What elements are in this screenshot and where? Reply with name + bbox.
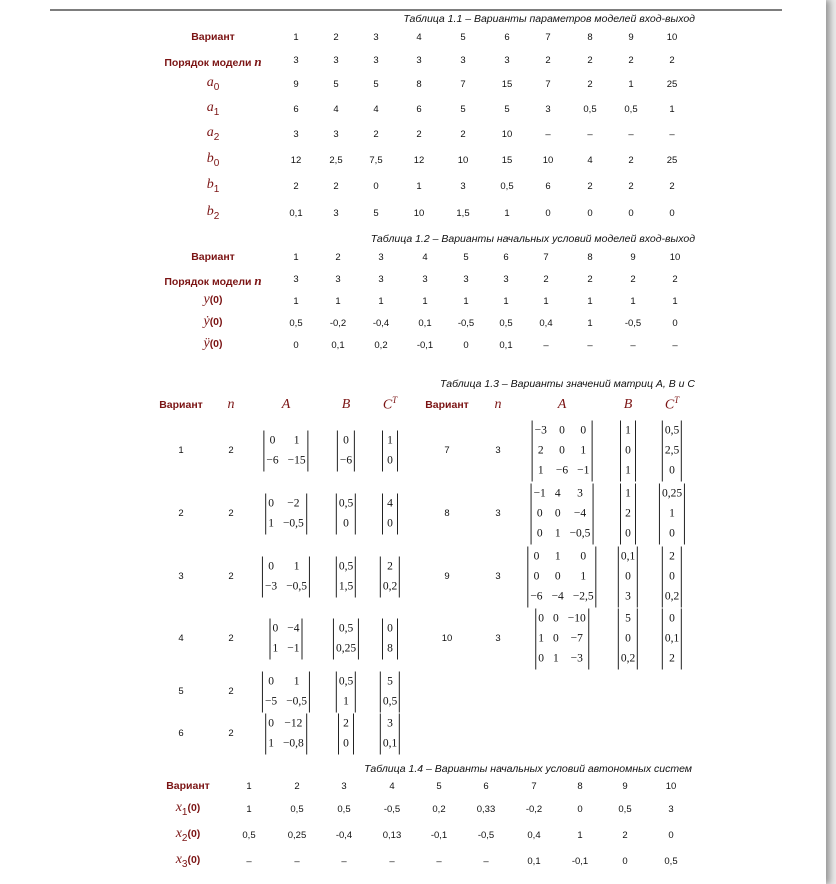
table4-cell-1-6: 0,4 bbox=[527, 830, 541, 841]
table1-row-label-4: $b_0$ bbox=[206, 151, 220, 169]
table1-cell-6-0: 0,1 bbox=[289, 208, 303, 219]
table1-cell-0-7: 2 bbox=[587, 55, 593, 66]
table3-matrix-C-6: 3 0,1 bbox=[380, 714, 400, 755]
table3-variant-5: 5 bbox=[178, 686, 184, 697]
table2-cell-0-7: 2 bbox=[587, 274, 593, 285]
table2-cell-3-5: 0,1 bbox=[499, 340, 513, 351]
table3-matrix-B-9: 0,1 0 3 bbox=[618, 547, 638, 608]
table1-cell-4-6: 10 bbox=[542, 155, 554, 166]
table3-matrix-B-4: 0,5 0,25 bbox=[333, 619, 359, 660]
table3-right-header-variant: Вариант bbox=[425, 399, 469, 411]
table1-cell-5-8: 2 bbox=[628, 181, 634, 192]
table4-cell-2-7: -0,1 bbox=[571, 856, 589, 867]
table4-cell-2-1: – bbox=[294, 856, 300, 867]
table2-header-col-6: 6 bbox=[503, 252, 509, 263]
table1-cell-1-1: 5 bbox=[333, 79, 339, 90]
table3-right-header-A: A bbox=[557, 397, 567, 412]
table1-cell-3-4: 2 bbox=[460, 129, 466, 140]
table4-cell-1-9: 0 bbox=[668, 830, 674, 841]
table1-cell-3-8: – bbox=[628, 129, 634, 140]
table4-cell-1-3: 0,13 bbox=[382, 830, 402, 841]
table4-row-label-2: $x_3(0)$ bbox=[175, 852, 201, 870]
table1-cell-3-2: 2 bbox=[373, 129, 379, 140]
table4-cell-0-1: 0,5 bbox=[290, 804, 304, 815]
table2-header-col-7: 7 bbox=[543, 252, 549, 263]
table1-header-col-4: 4 bbox=[416, 32, 422, 43]
table1-cell-3-3: 2 bbox=[416, 129, 422, 140]
table1-cell-2-3: 6 bbox=[416, 104, 422, 115]
table4-cell-0-8: 0,5 bbox=[618, 804, 632, 815]
table1-cell-2-0: 6 bbox=[293, 104, 299, 115]
table3-variant-7: 7 bbox=[444, 445, 450, 456]
table1-cell-0-0: 3 bbox=[293, 55, 299, 66]
table4-cell-2-6: 0,1 bbox=[527, 856, 541, 867]
table1-cell-2-2: 4 bbox=[373, 104, 379, 115]
table1-cell-6-4: 1,5 bbox=[456, 208, 470, 219]
table1-cell-0-9: 2 bbox=[669, 55, 675, 66]
table3-right-header-B: B bbox=[623, 397, 633, 412]
table3-matrix-B-7: 1 0 1 bbox=[620, 421, 636, 482]
table2-cell-3-6: – bbox=[543, 340, 549, 351]
table1-header-col-9: 9 bbox=[628, 32, 634, 43]
table2-header-col-9: 9 bbox=[630, 252, 636, 263]
table4-cell-0-6: -0,2 bbox=[525, 804, 543, 815]
table3-n-5: 2 bbox=[228, 686, 234, 697]
table2-cell-3-1: 0,1 bbox=[331, 340, 345, 351]
table3-matrix-B-8: 1 2 0 bbox=[620, 484, 636, 545]
table2-cell-2-5: 0,5 bbox=[499, 318, 513, 329]
table2-cell-3-2: 0,2 bbox=[374, 340, 388, 351]
table4-cell-0-5: 0,33 bbox=[476, 804, 496, 815]
table1-cell-5-5: 0,5 bbox=[500, 181, 514, 192]
table2-header-col-4: 4 bbox=[422, 252, 428, 263]
table1-cell-6-5: 1 bbox=[504, 208, 510, 219]
table1-cell-4-0: 12 bbox=[290, 155, 302, 166]
table3-n-1: 2 bbox=[228, 445, 234, 456]
table2-caption: Таблица 1.2 – Варианты начальных условий моделей вход-выход bbox=[370, 233, 695, 245]
table1-cell-4-2: 7,5 bbox=[369, 155, 383, 166]
table4-cell-0-9: 3 bbox=[668, 804, 674, 815]
table3-matrix-A-6: 0 −12 1 −0,8 bbox=[265, 714, 307, 755]
table3-n-8: 3 bbox=[495, 508, 501, 519]
table2-cell-1-2: 1 bbox=[378, 296, 384, 307]
table3-matrix-C-2: 4 0 bbox=[382, 494, 398, 535]
table1-cell-1-5: 15 bbox=[501, 79, 513, 90]
table3-matrix-C-4: 0 8 bbox=[382, 619, 398, 660]
table3-n-4: 2 bbox=[228, 633, 234, 644]
table1-cell-3-0: 3 bbox=[293, 129, 299, 140]
table3-matrix-C-10: 0 0,1 2 bbox=[662, 609, 682, 670]
table2-cell-2-2: -0,4 bbox=[372, 318, 390, 329]
table4-cell-1-5: -0,5 bbox=[477, 830, 495, 841]
table2-cell-0-1: 3 bbox=[335, 274, 341, 285]
table1-cell-6-3: 10 bbox=[413, 208, 425, 219]
table3-left-header-n: n bbox=[227, 397, 235, 412]
table1-cell-3-9: – bbox=[669, 129, 675, 140]
table2-cell-1-6: 1 bbox=[543, 296, 549, 307]
table2-cell-2-1: -0,2 bbox=[329, 318, 347, 329]
table2-cell-1-5: 1 bbox=[503, 296, 509, 307]
table4-cell-1-2: -0,4 bbox=[335, 830, 353, 841]
table4-header-col-6: 6 bbox=[483, 781, 489, 792]
table2-cell-0-5: 3 bbox=[503, 274, 509, 285]
table1-cell-0-2: 3 bbox=[373, 55, 379, 66]
table3-matrix-B-3: 0,5 1,5 bbox=[336, 557, 356, 598]
table3-matrix-A-5: 0 1 −5 −0,5 bbox=[262, 672, 310, 713]
table3-variant-8: 8 bbox=[444, 508, 450, 519]
table3-matrix-A-1: 0 1 −6 −15 bbox=[263, 431, 308, 472]
table4-header-col-3: 3 bbox=[341, 781, 347, 792]
table1-cell-6-1: 3 bbox=[333, 208, 339, 219]
table1-cell-4-4: 10 bbox=[457, 155, 469, 166]
table1-cell-5-6: 6 bbox=[545, 181, 551, 192]
table1-header-col-8: 8 bbox=[587, 32, 593, 43]
table1-row-label-1: $a_0$ bbox=[206, 75, 220, 93]
table3-left-header-C: $C^T$ bbox=[382, 395, 398, 413]
table1-cell-4-5: 15 bbox=[501, 155, 513, 166]
table4-cell-2-4: – bbox=[436, 856, 442, 867]
table2-row-label-1: y(0) bbox=[203, 292, 223, 307]
table4-cell-1-0: 0,5 bbox=[242, 830, 256, 841]
table3-left-header-A: A bbox=[281, 397, 291, 412]
table1-cell-3-7: – bbox=[587, 129, 593, 140]
table2-header-variant: Вариант bbox=[191, 251, 235, 263]
table4-cell-0-2: 0,5 bbox=[337, 804, 351, 815]
table1-cell-0-6: 2 bbox=[545, 55, 551, 66]
table2-cell-0-4: 3 bbox=[463, 274, 469, 285]
table1-cell-5-4: 3 bbox=[460, 181, 466, 192]
table3-matrix-B-1: 0 −6 bbox=[337, 431, 355, 472]
table1-cell-4-1: 2,5 bbox=[329, 155, 343, 166]
table1-row-label-3: $a_2$ bbox=[206, 125, 220, 143]
table4-header-col-7: 7 bbox=[531, 781, 537, 792]
table2-cell-2-4: -0,5 bbox=[457, 318, 475, 329]
table2-cell-3-4: 0 bbox=[463, 340, 469, 351]
table1-header-variant: Вариант bbox=[191, 31, 235, 43]
table1-cell-5-9: 2 bbox=[669, 181, 675, 192]
table1-row-label-0: Порядок модели n bbox=[164, 54, 262, 69]
table1-cell-5-0: 2 bbox=[293, 181, 299, 192]
table4-cell-2-9: 0,5 bbox=[664, 856, 678, 867]
table1-cell-3-5: 10 bbox=[501, 129, 513, 140]
table1-header-col-3: 3 bbox=[373, 32, 379, 43]
table1-caption: Таблица 1.1 – Варианты параметров моделей вход-выход bbox=[403, 13, 695, 25]
table3-caption: Таблица 1.3 – Варианты значений матриц A, B и C bbox=[440, 378, 695, 390]
table2-header-col-3: 3 bbox=[378, 252, 384, 263]
table1-header-col-7: 7 bbox=[545, 32, 551, 43]
table4-cell-2-5: – bbox=[483, 856, 489, 867]
table2-cell-1-3: 1 bbox=[422, 296, 428, 307]
table2-header-col-2: 2 bbox=[335, 252, 341, 263]
table2-header-col-5: 5 bbox=[463, 252, 469, 263]
table2-cell-1-8: 1 bbox=[630, 296, 636, 307]
table1-cell-1-4: 7 bbox=[460, 79, 466, 90]
table3-matrix-B-2: 0,5 0 bbox=[336, 494, 356, 535]
table3-matrix-B-10: 5 0 0,2 bbox=[618, 609, 638, 670]
table3-n-2: 2 bbox=[228, 508, 234, 519]
table2-header-col-1: 1 bbox=[293, 252, 299, 263]
table3-matrix-A-8: −1 4 3 0 0 −4 0 1 −0,5 bbox=[531, 484, 594, 545]
table4-cell-2-8: 0 bbox=[622, 856, 628, 867]
table3-variant-3: 3 bbox=[178, 571, 184, 582]
table3-variant-4: 4 bbox=[178, 633, 184, 644]
table1-row-label-2: $a_1$ bbox=[206, 100, 220, 118]
table2-cell-3-3: -0,1 bbox=[416, 340, 434, 351]
table3-variant-1: 1 bbox=[178, 445, 184, 456]
table1-header-col-5: 5 bbox=[460, 32, 466, 43]
table3-n-10: 3 bbox=[495, 633, 501, 644]
table1-cell-1-6: 7 bbox=[545, 79, 551, 90]
table3-left-header-B: B bbox=[341, 397, 351, 412]
table4-cell-2-0: – bbox=[246, 856, 252, 867]
table4-cell-1-8: 2 bbox=[622, 830, 628, 841]
table1-header-col-6: 6 bbox=[504, 32, 510, 43]
table2-cell-3-8: – bbox=[630, 340, 636, 351]
table3-n-3: 2 bbox=[228, 571, 234, 582]
table2-cell-3-9: – bbox=[672, 340, 678, 351]
table1-cell-4-7: 4 bbox=[587, 155, 593, 166]
table3-matrix-C-3: 2 0,2 bbox=[380, 557, 400, 598]
table3-matrix-C-5: 5 0,5 bbox=[380, 672, 400, 713]
table1-cell-5-1: 2 bbox=[333, 181, 339, 192]
table1-cell-1-8: 1 bbox=[628, 79, 634, 90]
table3-matrix-A-4: 0 −4 1 −1 bbox=[270, 619, 303, 660]
table2-cell-1-9: 1 bbox=[672, 296, 678, 307]
table4-cell-0-4: 0,2 bbox=[432, 804, 446, 815]
table1-cell-6-8: 0 bbox=[628, 208, 634, 219]
table1-cell-4-9: 25 bbox=[666, 155, 678, 166]
table2-header-col-10: 10 bbox=[669, 252, 681, 263]
table1-cell-0-1: 3 bbox=[333, 55, 339, 66]
table1-row-label-5: $b_1$ bbox=[206, 177, 220, 195]
table2-cell-2-7: 1 bbox=[587, 318, 593, 329]
table3-matrix-B-5: 0,5 1 bbox=[336, 672, 356, 713]
table1-cell-2-8: 0,5 bbox=[624, 104, 638, 115]
table2-cell-2-6: 0,4 bbox=[539, 318, 553, 329]
table1-cell-0-8: 2 bbox=[628, 55, 634, 66]
table4-header-col-1: 1 bbox=[246, 781, 252, 792]
table1-cell-0-4: 3 bbox=[460, 55, 466, 66]
table3-variant-2: 2 bbox=[178, 508, 184, 519]
table2-cell-1-0: 1 bbox=[293, 296, 299, 307]
table1-cell-2-5: 5 bbox=[504, 104, 510, 115]
table3-matrix-B-6: 2 0 bbox=[338, 714, 354, 755]
table2-cell-2-9: 0 bbox=[672, 318, 678, 329]
table1-cell-2-6: 3 bbox=[545, 104, 551, 115]
table1-cell-5-2: 0 bbox=[373, 181, 379, 192]
table1-cell-5-3: 1 bbox=[416, 181, 422, 192]
table3-matrix-A-2: 0 −2 1 −0,5 bbox=[265, 494, 307, 535]
table4-row-label-1: $x_2(0)$ bbox=[175, 826, 201, 844]
table3-right-header-C: $C^T$ bbox=[664, 395, 680, 413]
table1-cell-1-7: 2 bbox=[587, 79, 593, 90]
table3-right-header-n: n bbox=[494, 397, 502, 412]
table1-row-label-6: $b_2$ bbox=[206, 204, 220, 222]
table4-cell-2-2: – bbox=[341, 856, 347, 867]
table4-header-col-9: 9 bbox=[622, 781, 628, 792]
table4-header-col-4: 4 bbox=[389, 781, 395, 792]
table3-n-6: 2 bbox=[228, 728, 234, 739]
table2-cell-0-3: 3 bbox=[422, 274, 428, 285]
table4-cell-0-3: -0,5 bbox=[383, 804, 401, 815]
table1-cell-2-9: 1 bbox=[669, 104, 675, 115]
table1-header-col-1: 1 bbox=[293, 32, 299, 43]
table3-matrix-C-7: 0,5 2,5 0 bbox=[662, 421, 682, 482]
table1-cell-0-5: 3 bbox=[504, 55, 510, 66]
table2-cell-0-0: 3 bbox=[293, 274, 299, 285]
table1-cell-3-1: 3 bbox=[333, 129, 339, 140]
table1-cell-5-7: 2 bbox=[587, 181, 593, 192]
table1-cell-4-8: 2 bbox=[628, 155, 634, 166]
table4-header-variant: Вариант bbox=[166, 780, 210, 792]
table3-left-header-variant: Вариант bbox=[159, 399, 203, 411]
table1-cell-6-6: 0 bbox=[545, 208, 551, 219]
table1-cell-1-2: 5 bbox=[373, 79, 379, 90]
table4-header-col-2: 2 bbox=[294, 781, 300, 792]
table4-cell-0-0: 1 bbox=[246, 804, 252, 815]
table3-variant-10: 10 bbox=[441, 633, 453, 644]
table1-cell-2-7: 0,5 bbox=[583, 104, 597, 115]
table4-cell-2-3: – bbox=[389, 856, 395, 867]
table4-cell-1-4: -0,1 bbox=[430, 830, 448, 841]
table2-row-label-2: ẏ(0) bbox=[203, 314, 223, 329]
table3-matrix-C-8: 0,25 1 0 bbox=[659, 484, 685, 545]
table1-cell-2-1: 4 bbox=[333, 104, 339, 115]
table1-cell-3-6: – bbox=[545, 129, 551, 140]
table1-cell-6-7: 0 bbox=[587, 208, 593, 219]
table4-cell-1-1: 0,25 bbox=[287, 830, 307, 841]
table1-cell-1-9: 25 bbox=[666, 79, 678, 90]
table1-header-col-10: 10 bbox=[666, 32, 678, 43]
page-top-rule bbox=[50, 9, 782, 11]
table4-header-col-8: 8 bbox=[577, 781, 583, 792]
table3-matrix-A-10: 0 0 −10 1 0 −7 0 1 −3 bbox=[535, 609, 589, 670]
table3-matrix-A-7: −3 0 0 2 0 1 1 −6 −1 bbox=[532, 421, 593, 482]
table2-cell-0-8: 2 bbox=[630, 274, 636, 285]
table4-header-col-10: 10 bbox=[665, 781, 677, 792]
table2-cell-1-1: 1 bbox=[335, 296, 341, 307]
table3-matrix-A-3: 0 1 −3 −0,5 bbox=[262, 557, 310, 598]
table2-cell-3-7: – bbox=[587, 340, 593, 351]
table4-cell-1-7: 1 bbox=[577, 830, 583, 841]
table2-cell-2-8: -0,5 bbox=[624, 318, 642, 329]
table2-cell-2-3: 0,1 bbox=[418, 318, 432, 329]
table4-caption: Таблица 1.4 – Варианты начальных условий автономных систем bbox=[364, 763, 692, 775]
table2-header-col-8: 8 bbox=[587, 252, 593, 263]
table3-n-9: 3 bbox=[495, 571, 501, 582]
table1-cell-1-3: 8 bbox=[416, 79, 422, 90]
table2-cell-3-0: 0 bbox=[293, 340, 299, 351]
table2-cell-0-9: 2 bbox=[672, 274, 678, 285]
table2-cell-1-4: 1 bbox=[463, 296, 469, 307]
table1-header-col-2: 2 bbox=[333, 32, 339, 43]
table3-matrix-C-9: 2 0 0,2 bbox=[662, 547, 682, 608]
table2-cell-1-7: 1 bbox=[587, 296, 593, 307]
table3-variant-6: 6 bbox=[178, 728, 184, 739]
table2-row-label-3: ÿ(0) bbox=[203, 336, 223, 351]
table2-cell-2-0: 0,5 bbox=[289, 318, 303, 329]
table4-row-label-0: $x_1(0)$ bbox=[175, 800, 201, 818]
table4-header-col-5: 5 bbox=[436, 781, 442, 792]
table3-matrix-A-9: 0 1 0 0 0 1 −6 −4 −2,5 bbox=[527, 547, 596, 608]
table4-cell-0-7: 0 bbox=[577, 804, 583, 815]
table1-cell-4-3: 12 bbox=[413, 155, 425, 166]
table3-variant-9: 9 bbox=[444, 571, 450, 582]
table2-cell-0-2: 3 bbox=[378, 274, 384, 285]
table3-n-7: 3 bbox=[495, 445, 501, 456]
table2-row-label-0: Порядок модели n bbox=[164, 273, 262, 288]
table1-cell-6-2: 5 bbox=[373, 208, 379, 219]
table1-cell-0-3: 3 bbox=[416, 55, 422, 66]
table2-cell-0-6: 2 bbox=[543, 274, 549, 285]
table1-cell-6-9: 0 bbox=[669, 208, 675, 219]
table1-cell-2-4: 5 bbox=[460, 104, 466, 115]
table3-matrix-C-1: 1 0 bbox=[382, 431, 398, 472]
table1-cell-1-0: 9 bbox=[293, 79, 299, 90]
